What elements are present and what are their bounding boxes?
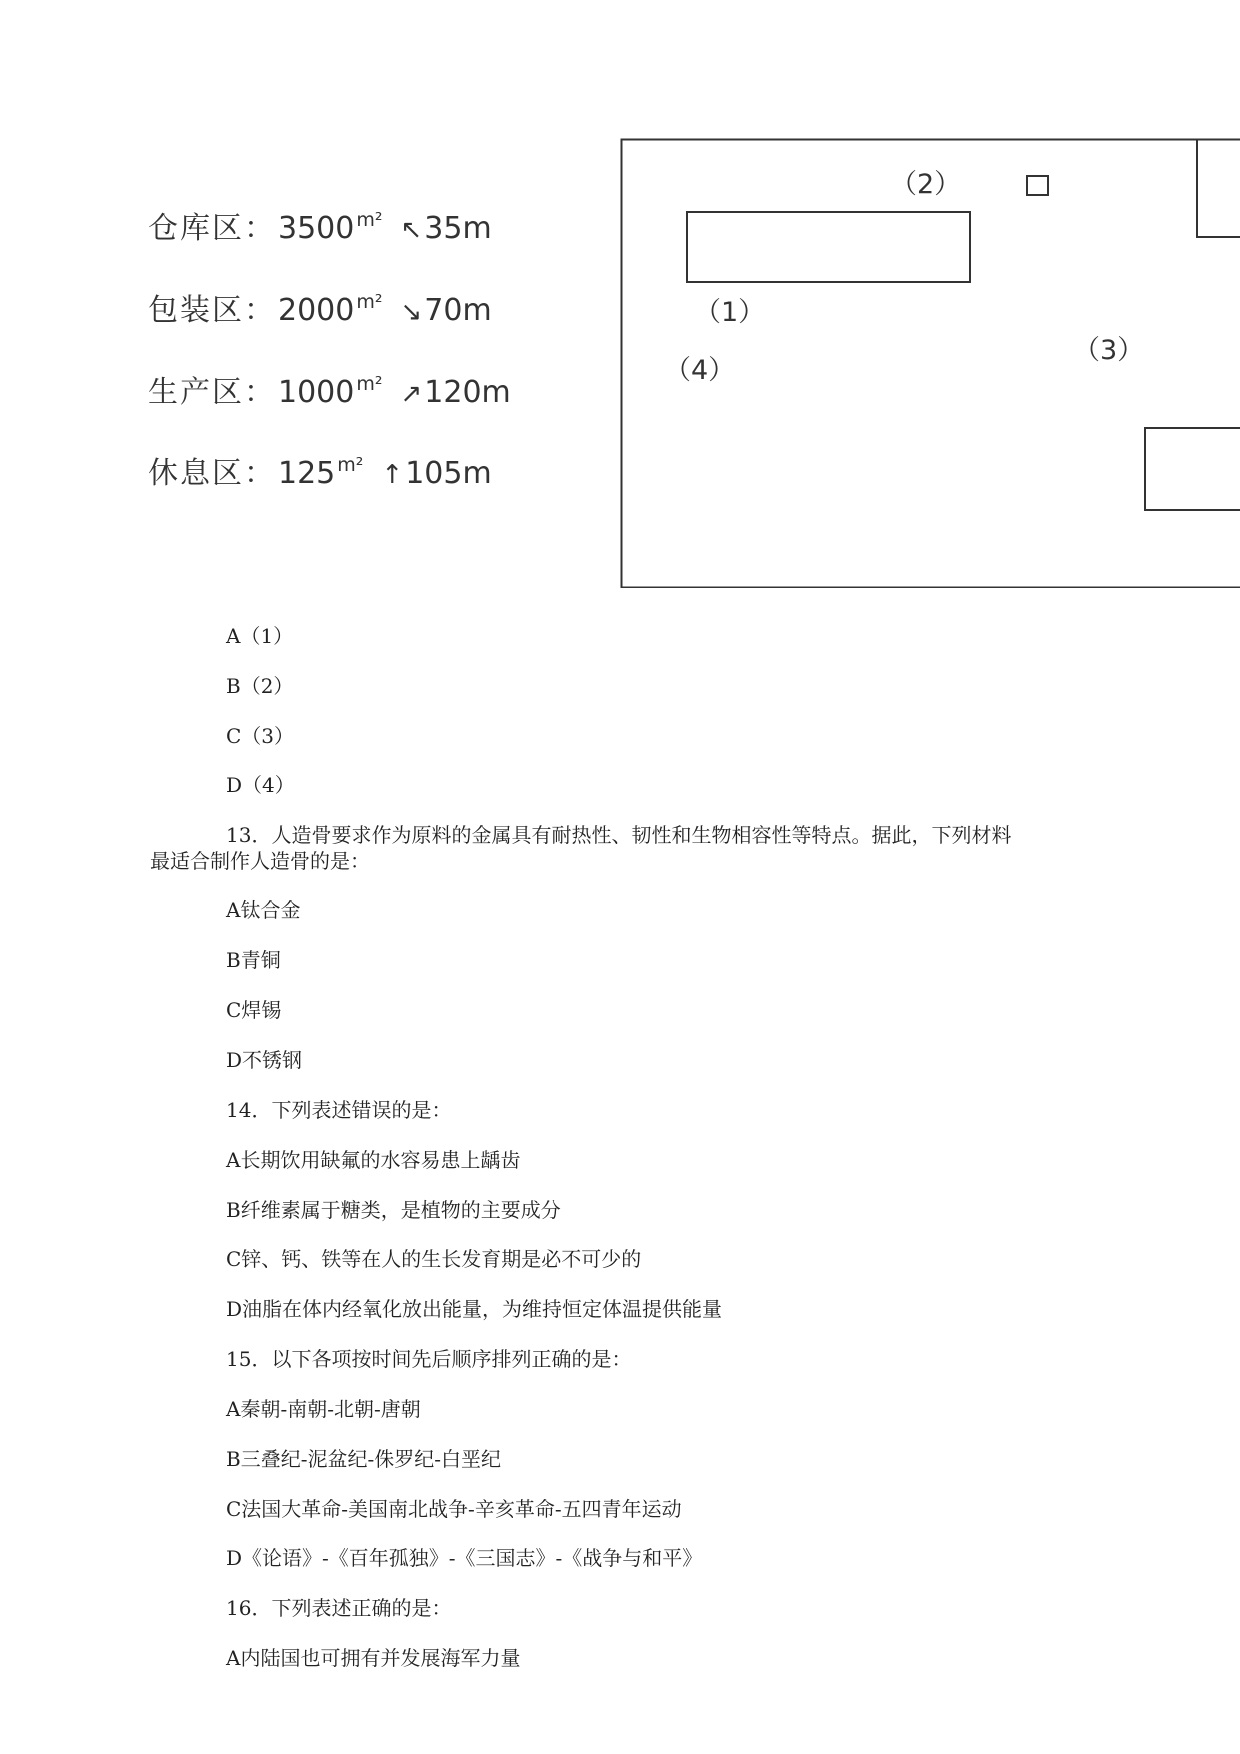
q15-option-d: D《论语》-《百年孤独》-《三国志》-《战争与和平》 xyxy=(226,1546,703,1570)
arrow-down-right-icon: ↘ xyxy=(400,297,423,327)
legend-row-rest xyxy=(148,448,492,492)
zone-distance: 105m xyxy=(405,456,492,491)
q13-option-a: A钛合金 xyxy=(226,898,301,922)
area-unit: m² xyxy=(356,291,383,313)
arrow-up-left-icon: ↖ xyxy=(400,215,423,245)
map-label-4: （4） xyxy=(664,355,736,386)
marker-square xyxy=(1027,176,1048,195)
q12-option-a: A（1） xyxy=(226,624,294,648)
q14-option-c: C锌、钙、铁等在人的生长发育期是必不可少的 xyxy=(226,1247,642,1271)
zone-name: 包装区： xyxy=(148,293,276,328)
zone-name: 休息区： xyxy=(148,456,276,491)
q16-option-a: A内陆国也可拥有并发展海军力量 xyxy=(226,1646,521,1670)
legend-row-production xyxy=(148,367,511,411)
q12-option-b: B（2） xyxy=(226,674,294,698)
bottom-right-building xyxy=(1145,428,1240,510)
site-map xyxy=(620,138,1240,588)
q14-option-d: D油脂在体内经氧化放出能量，为维持恒定体温提供能量 xyxy=(226,1297,723,1321)
arrow-up-right-icon: ↗ xyxy=(400,379,423,409)
area-unit: m² xyxy=(356,373,383,395)
zone-distance: 70m xyxy=(424,293,492,328)
area-unit: m² xyxy=(337,454,364,476)
q12-option-d: D（4） xyxy=(226,773,295,797)
area-unit: m² xyxy=(356,209,383,231)
zone-area: 2000 xyxy=(278,293,355,328)
legend-row-warehouse xyxy=(148,203,492,247)
zone-area: 3500 xyxy=(278,211,355,246)
q15-option-a: A秦朝-南朝-北朝-唐朝 xyxy=(226,1397,421,1421)
q15-option-b: B三叠纪-泥盆纪-侏罗纪-白垩纪 xyxy=(226,1447,501,1471)
zone-area: 125 xyxy=(278,456,336,491)
q14-option-a: A长期饮用缺氟的水容易患上龋齿 xyxy=(226,1148,521,1172)
q15-stem: 15．以下各项按时间先后顺序排列正确的是： xyxy=(226,1347,632,1371)
map-label-2: （2） xyxy=(890,169,962,200)
q12-option-c: C（3） xyxy=(226,724,295,748)
map-label-1: （1） xyxy=(694,297,766,328)
map-label-3: （3） xyxy=(1073,335,1145,366)
zone-distance: 120m xyxy=(424,375,511,410)
building-1 xyxy=(687,212,970,282)
top-right-building xyxy=(1197,139,1240,237)
zone-name: 生产区： xyxy=(148,375,276,410)
q13-stem-line2: 最适合制作人造骨的是： xyxy=(150,849,370,873)
q15-option-c: C法国大革命-美国南北战争-辛亥革命-五四青年运动 xyxy=(226,1497,682,1521)
q16-stem: 16．下列表述正确的是： xyxy=(226,1596,452,1620)
q13-stem-line1: 13．人造骨要求作为原料的金属具有耐热性、韧性和生物相容性等特点。据此，下列材料 xyxy=(226,823,1012,847)
zone-distance: 35m xyxy=(424,211,492,246)
zone-name: 仓库区： xyxy=(148,211,276,246)
q13-option-d: D不锈钢 xyxy=(226,1048,303,1072)
q13-option-b: B青铜 xyxy=(226,948,281,972)
arrow-up-icon: ↑ xyxy=(381,460,404,490)
q14-option-b: B纤维素属于糖类，是植物的主要成分 xyxy=(226,1198,561,1222)
legend-row-packaging xyxy=(148,285,492,329)
zone-area: 1000 xyxy=(278,375,355,410)
q14-stem: 14．下列表述错误的是： xyxy=(226,1098,452,1122)
q13-option-c: C焊锡 xyxy=(226,998,282,1022)
